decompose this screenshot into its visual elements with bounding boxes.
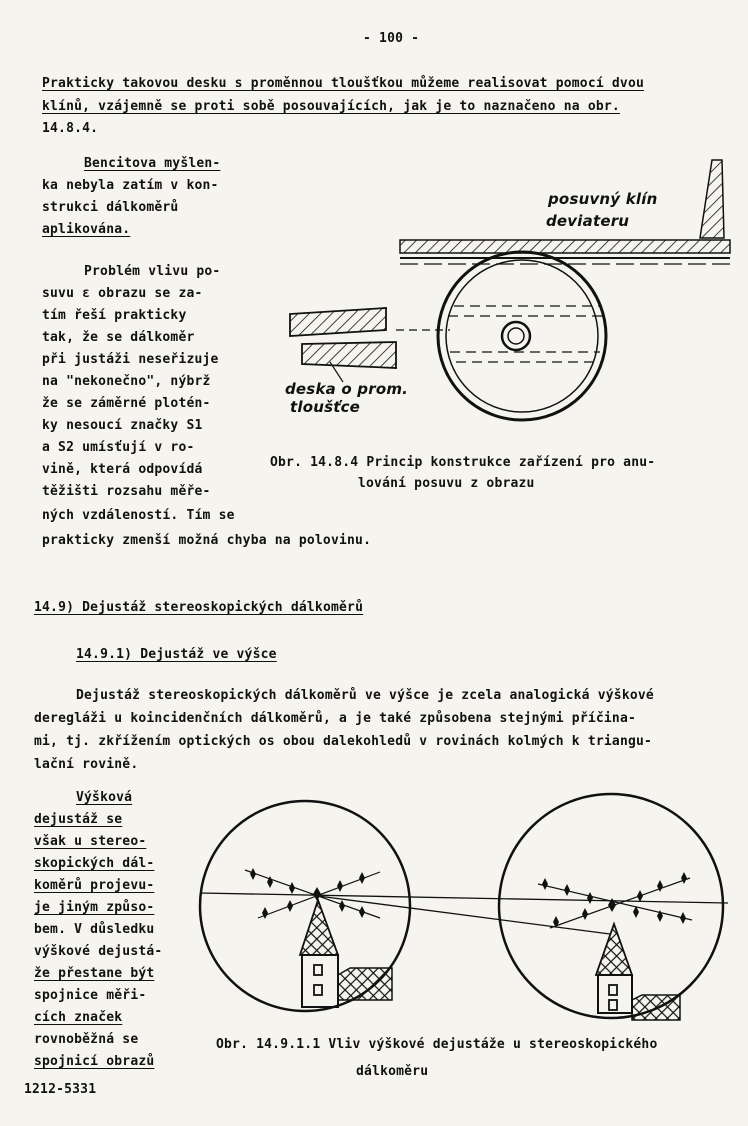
problem-line-3: tím řeší prakticky xyxy=(42,308,187,323)
para-line-1: Dejustáž stereoskopických dálkoměrů ve výšce je zcela analogická výškové xyxy=(76,688,654,703)
sidebar-note-line-4: aplikována. xyxy=(42,222,131,237)
label-plate-line-2: tloušťce xyxy=(290,398,361,416)
problem-last-line: prakticky zmenší možná chyba na polovinu. xyxy=(42,533,372,548)
sidebar2-line-8: výškové dejustá- xyxy=(34,944,163,959)
label-plate-line-1: deska o prom. xyxy=(285,380,409,398)
sidebar2-line-5: koměrů projevu- xyxy=(34,878,155,893)
sidebar2-line-1: Výšková xyxy=(76,790,133,805)
intro-line-1: Prakticky takovou desku s proměnnou tloušťkou můžeme realisovat pomocí dvou xyxy=(42,76,644,91)
fig1-caption-line-1: Obr. 14.8.4 Princip konstrukce zařízení pro anu- xyxy=(270,455,656,470)
para-line-2: deregláži u koincidenčních dálkoměrů, a je také způsobena stejnými příčina- xyxy=(34,711,636,726)
sidebar-note-line-2: ka nebyla zatím v kon- xyxy=(42,178,219,193)
sidebar2-line-9: že přestane být xyxy=(34,966,155,981)
page-number: - 100 - xyxy=(363,31,420,46)
problem-line-7: že se záměrné plotén- xyxy=(42,396,211,411)
problem-line-1: Problém vlivu po- xyxy=(84,264,221,279)
label-wedge-line-2: deviateru xyxy=(546,212,630,230)
problem-line-11: těžišti rozsahu měře- xyxy=(42,484,211,499)
sidebar2-line-4: skopických dál- xyxy=(34,856,155,871)
problem-line-8: ky nesoucí značky S1 xyxy=(42,418,203,433)
sidebar-note-line-1: Bencitova myšlen- xyxy=(84,156,221,171)
sidebar2-line-3: však u stereo- xyxy=(34,834,147,849)
fig2-caption-line-1: Obr. 14.9.1.1 Vliv výškové dejustáže u stereoskopického xyxy=(216,1037,658,1052)
para-line-3: mi, tj. zkřížením optických os obou dalekohledů v rovinách kolmých k triangu- xyxy=(34,734,653,749)
subsection-heading: 14.9.1) Dejustáž ve výšce xyxy=(76,647,277,662)
problem-line-12: ných vzdáleností. Tím se xyxy=(42,508,235,523)
intro-line-2: klínů, vzájemně se proti sobě posouvajících, jak je to naznačeno na obr. xyxy=(42,99,620,114)
problem-line-4: tak, že se dálkoměr xyxy=(42,330,195,345)
fig1-caption-line-2: lování posuvu z obrazu xyxy=(358,476,535,491)
problem-line-10: vině, která odpovídá xyxy=(42,462,203,477)
sidebar2-line-10: spojnice měři- xyxy=(34,988,147,1003)
para-line-4: lační rovině. xyxy=(34,757,139,772)
section-heading: 14.9) Dejustáž stereoskopických dálkoměrů xyxy=(34,600,364,615)
problem-line-9: a S2 umísťují v ro- xyxy=(42,440,195,455)
fig2-caption-line-2: dálkoměru xyxy=(356,1064,429,1079)
sidebar2-line-12: rovnoběžná se xyxy=(34,1032,139,1047)
problem-line-2: suvu ε obrazu se za- xyxy=(42,286,203,301)
sidebar2-line-7: bem. V důsledku xyxy=(34,922,155,937)
footer-code: 1212-5331 xyxy=(24,1082,97,1097)
label-wedge-line-1: posuvný klín xyxy=(548,190,658,208)
problem-line-5: při justáži neseřizuje xyxy=(42,352,219,367)
intro-line-3: 14.8.4. xyxy=(42,121,99,136)
sidebar2-line-11: cích značek xyxy=(34,1010,123,1025)
sidebar-note-line-3: strukci dálkoměrů xyxy=(42,200,179,215)
problem-line-6: na "nekonečno", nýbrž xyxy=(42,374,211,389)
sidebar2-line-6: je jiným způso- xyxy=(34,900,155,915)
sidebar2-line-13: spojnicí obrazů xyxy=(34,1054,155,1069)
sidebar2-line-2: dejustáž se xyxy=(34,812,123,827)
